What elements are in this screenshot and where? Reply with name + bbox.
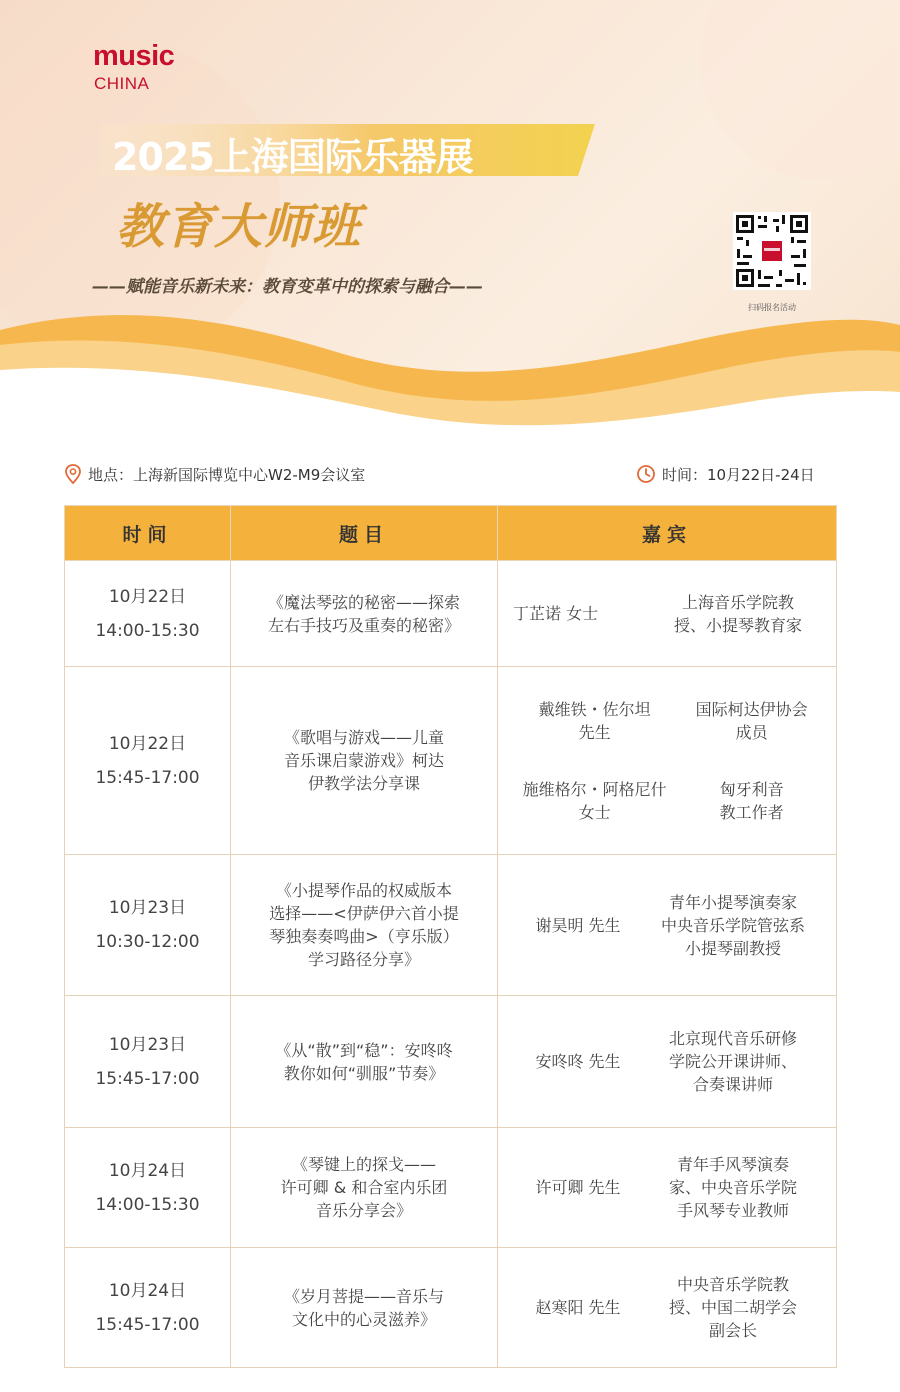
topic-line: 《从“散”到“稳”：安咚咚 xyxy=(275,1040,453,1060)
table-row xyxy=(65,1248,837,1368)
table-row xyxy=(65,855,837,996)
topic-line: 《岁月菩提——音乐与 xyxy=(283,1286,444,1306)
session-date: 10月24日 xyxy=(108,1280,187,1301)
guest-name: 施维格尔・阿格尼什 女士 xyxy=(522,779,667,822)
session-date: 10月23日 xyxy=(108,1034,187,1055)
session-guests xyxy=(498,996,837,1128)
guest-title-line: 匈牙利音 xyxy=(719,779,784,799)
topic-line: 音乐分享会》 xyxy=(315,1201,412,1220)
session-date: 10月24日 xyxy=(108,1160,187,1181)
guest-title xyxy=(680,778,823,824)
location-text: 地点：上海新国际博览中心W2-M9会议室 xyxy=(88,465,366,484)
qr-caption: 扫码报名活动 xyxy=(748,303,796,312)
guest-title-line: 上海音乐学院教 xyxy=(681,592,794,612)
guest-name: 谢昊明 先生 xyxy=(535,915,621,935)
header-guest: 嘉宾 xyxy=(498,506,837,561)
session-date: 10月23日 xyxy=(108,898,187,918)
topic-line: 《魔法琴弦的秘密——探索 xyxy=(267,592,460,612)
session-time xyxy=(65,996,231,1128)
guest-name: 赵寒阳 先生 xyxy=(535,1298,621,1317)
guest-title xyxy=(653,591,823,637)
session-topic xyxy=(231,667,498,855)
session-guests xyxy=(498,855,837,996)
session-time xyxy=(65,855,231,996)
guest-title-line: 中央音乐学院教 xyxy=(676,1275,789,1294)
brand-music: music xyxy=(93,40,175,72)
time-info xyxy=(636,461,815,487)
session-hours: 14:00-15:30 xyxy=(95,620,200,641)
guest-title-line: 授、中国二胡学会 xyxy=(668,1298,797,1317)
session-time xyxy=(65,561,231,667)
guest-title-line: 家、中央音乐学院 xyxy=(668,1178,797,1197)
guest-title xyxy=(643,891,823,960)
page-subtitle: 教育大师班 xyxy=(116,199,362,255)
guest-title-line: 手风琴专业教师 xyxy=(676,1201,789,1220)
topic-line: 教你如何“驯服”节奏》 xyxy=(283,1063,445,1083)
guest-name: 安咚咚 先生 xyxy=(535,1052,621,1071)
guest-title-line: 国际柯达伊协会 xyxy=(695,699,808,719)
session-hours: 15:45-17:00 xyxy=(95,1314,200,1335)
session-date: 10月22日 xyxy=(108,586,187,607)
guest-title-line: 学院公开课讲师、 xyxy=(668,1052,797,1071)
guest-title xyxy=(680,698,823,744)
guest-title-line: 中央音乐学院管弦系 xyxy=(660,915,805,935)
location-info xyxy=(64,461,365,487)
guest-title-line: 小提琴副教授 xyxy=(684,938,781,958)
tagline: ——赋能音乐新未来：教育变革中的探索与融合—— xyxy=(92,277,483,297)
session-hours: 10:30-12:00 xyxy=(95,932,200,952)
guest-name: 许可卿 先生 xyxy=(535,1178,621,1197)
qr-code[interactable] xyxy=(733,212,811,290)
session-topic xyxy=(231,1248,498,1368)
session-guests xyxy=(498,1248,837,1368)
page-title: 2025上海国际乐器展 xyxy=(112,135,473,179)
guest-title-line: 授、小提琴教育家 xyxy=(673,615,802,635)
session-topic xyxy=(231,1128,498,1248)
header-topic: 题目 xyxy=(231,506,498,561)
session-time xyxy=(65,1128,231,1248)
session-time xyxy=(65,1248,231,1368)
session-guests xyxy=(498,561,837,667)
table-header-row xyxy=(65,506,837,561)
table-row xyxy=(65,1128,837,1248)
guest-title-line: 青年手风琴演奏 xyxy=(676,1155,789,1174)
guest-name: 丁芷诺 女士 xyxy=(513,604,599,623)
guest-name: 戴维铁・佐尔坦 先生 xyxy=(538,699,651,742)
session-topic xyxy=(231,996,498,1128)
guest-title xyxy=(643,1153,823,1222)
session-date: 10月22日 xyxy=(108,733,187,754)
table-row xyxy=(65,996,837,1128)
topic-line: 左右手技巧及重奏的秘密》 xyxy=(267,615,460,635)
topic-line: 《小提琴作品的权威版本 xyxy=(275,881,452,900)
topic-line: 音乐课启蒙游戏》柯达 xyxy=(283,751,444,770)
topic-line: 文化中的心灵滋养》 xyxy=(291,1309,436,1329)
topic-line: 伊教学法分享课 xyxy=(307,774,420,793)
table-row xyxy=(65,561,837,667)
guest-title-line: 合奏课讲师 xyxy=(692,1075,773,1094)
topic-line: 《琴键上的探戈—— xyxy=(291,1155,436,1174)
hero-banner xyxy=(0,0,900,450)
schedule-table xyxy=(64,505,837,1368)
topic-line: 学习路径分享》 xyxy=(307,950,420,969)
session-guests xyxy=(498,1128,837,1248)
guest-title-line: 青年小提琴演奏家 xyxy=(668,892,797,912)
location-pin-icon xyxy=(64,464,82,484)
session-topic xyxy=(231,855,498,996)
session-guests xyxy=(498,667,837,855)
guest-title-line: 教工作者 xyxy=(719,802,784,822)
header-time: 时间 xyxy=(65,506,231,561)
guest-title xyxy=(643,1273,823,1342)
topic-line: 选择——<伊萨伊六首小提 xyxy=(269,904,459,923)
guest-title xyxy=(643,1027,823,1096)
clock-icon xyxy=(636,464,656,484)
guest-title-line: 成员 xyxy=(735,722,768,742)
session-time xyxy=(65,667,231,855)
session-hours: 15:45-17:00 xyxy=(95,767,200,788)
table-row xyxy=(65,667,837,855)
topic-line: 琴独奏奏鸣曲>（亨乐版） xyxy=(269,927,459,946)
session-hours: 14:00-15:30 xyxy=(95,1194,200,1215)
topic-line: 《歌唱与游戏——儿童 xyxy=(283,728,444,747)
brand-china: CHINA xyxy=(94,74,150,93)
time-text: 时间：10月22日-24日 xyxy=(662,465,815,484)
session-topic xyxy=(231,561,498,667)
session-hours: 15:45-17:00 xyxy=(95,1068,200,1089)
guest-title-line: 副会长 xyxy=(708,1321,757,1340)
guest-title-line: 北京现代音乐研修 xyxy=(668,1029,797,1048)
topic-line: 许可卿 & 和合室内乐团 xyxy=(280,1178,448,1197)
